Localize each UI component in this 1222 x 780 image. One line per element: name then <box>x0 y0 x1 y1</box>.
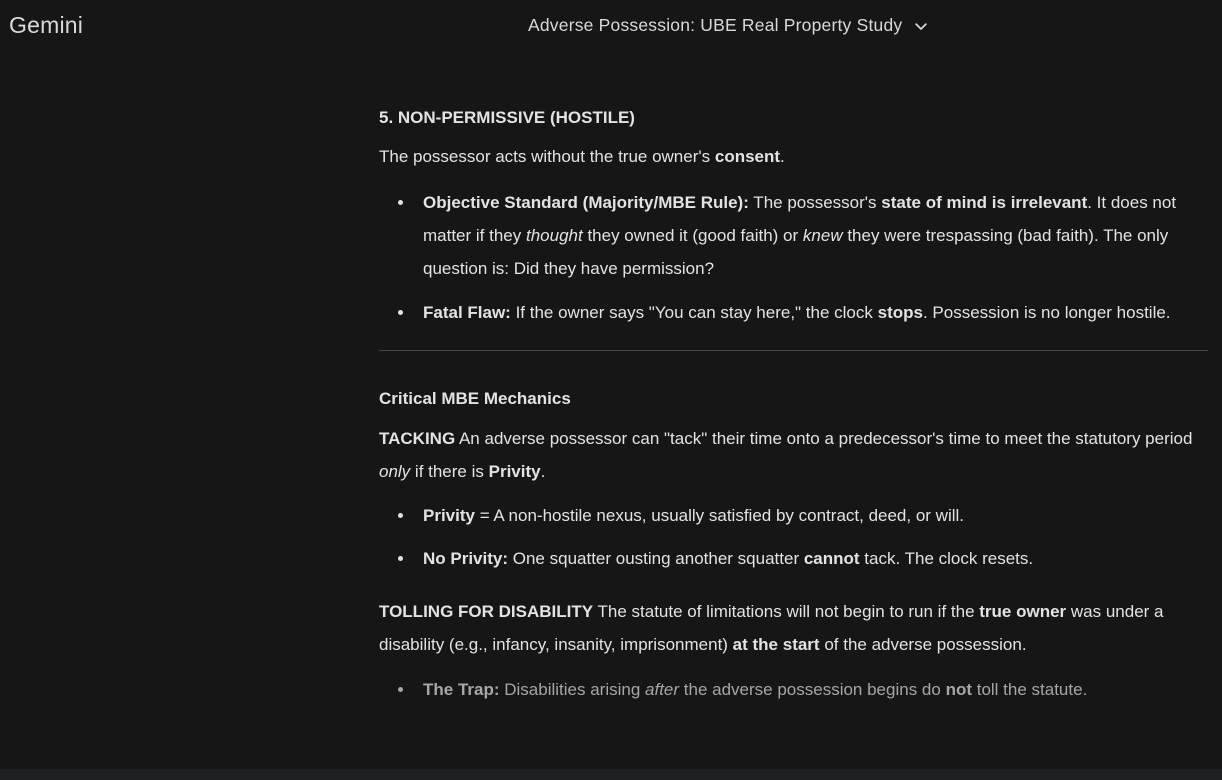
section-heading-non-permissive: 5. NON-PERMISSIVE (HOSTILE) <box>379 108 635 127</box>
list-item: Privity = A non-hostile nexus, usually satisfied by contract, deed, or will. <box>379 499 1208 532</box>
conversation-title: Adverse Possession: UBE Real Property Study <box>528 15 903 35</box>
chat-message <box>379 0 1208 706</box>
tacking-bullet-list <box>379 499 1208 575</box>
tolling-bullet-list <box>379 673 1208 706</box>
paragraph-tolling: TOLLING FOR DISABILITY The statute of limitations will not begin to run if the true owner was under a disability (e.g., infancy, insanity, imprisonment) at the start of the adverse possession. <box>379 602 1164 654</box>
list-item: No Privity: One squatter ousting another squatter cannot tack. The clock resets. <box>379 542 1208 575</box>
section-heading-critical-mbe: Critical MBE Mechanics <box>379 389 571 408</box>
list-item: The Trap: Disabilities arising after the adverse possession begins do not toll the statute. <box>379 673 1208 706</box>
hostile-bullet-list <box>379 186 1208 329</box>
list-item: Fatal Flaw: If the owner says "You can stay here," the clock stops. Possession is no longer hostile. <box>379 296 1208 329</box>
paragraph-intro: The possessor acts without the true owner's consent. <box>379 147 785 166</box>
gemini-logo[interactable]: Gemini <box>9 12 84 38</box>
list-item: Objective Standard (Majority/MBE Rule): The possessor's state of mind is irrelevant. It does not matter if they thought they owned it (good faith) or knew they were trespassing (bad faith). The only question is: Did they have permission? <box>379 186 1208 285</box>
input-bar-edge <box>0 769 1222 780</box>
section-divider <box>379 350 1208 351</box>
paragraph-tacking: TACKING An adverse possessor can "tack" their time onto a predecessor's time to meet the statutory period only if there is Privity. <box>379 429 1193 481</box>
